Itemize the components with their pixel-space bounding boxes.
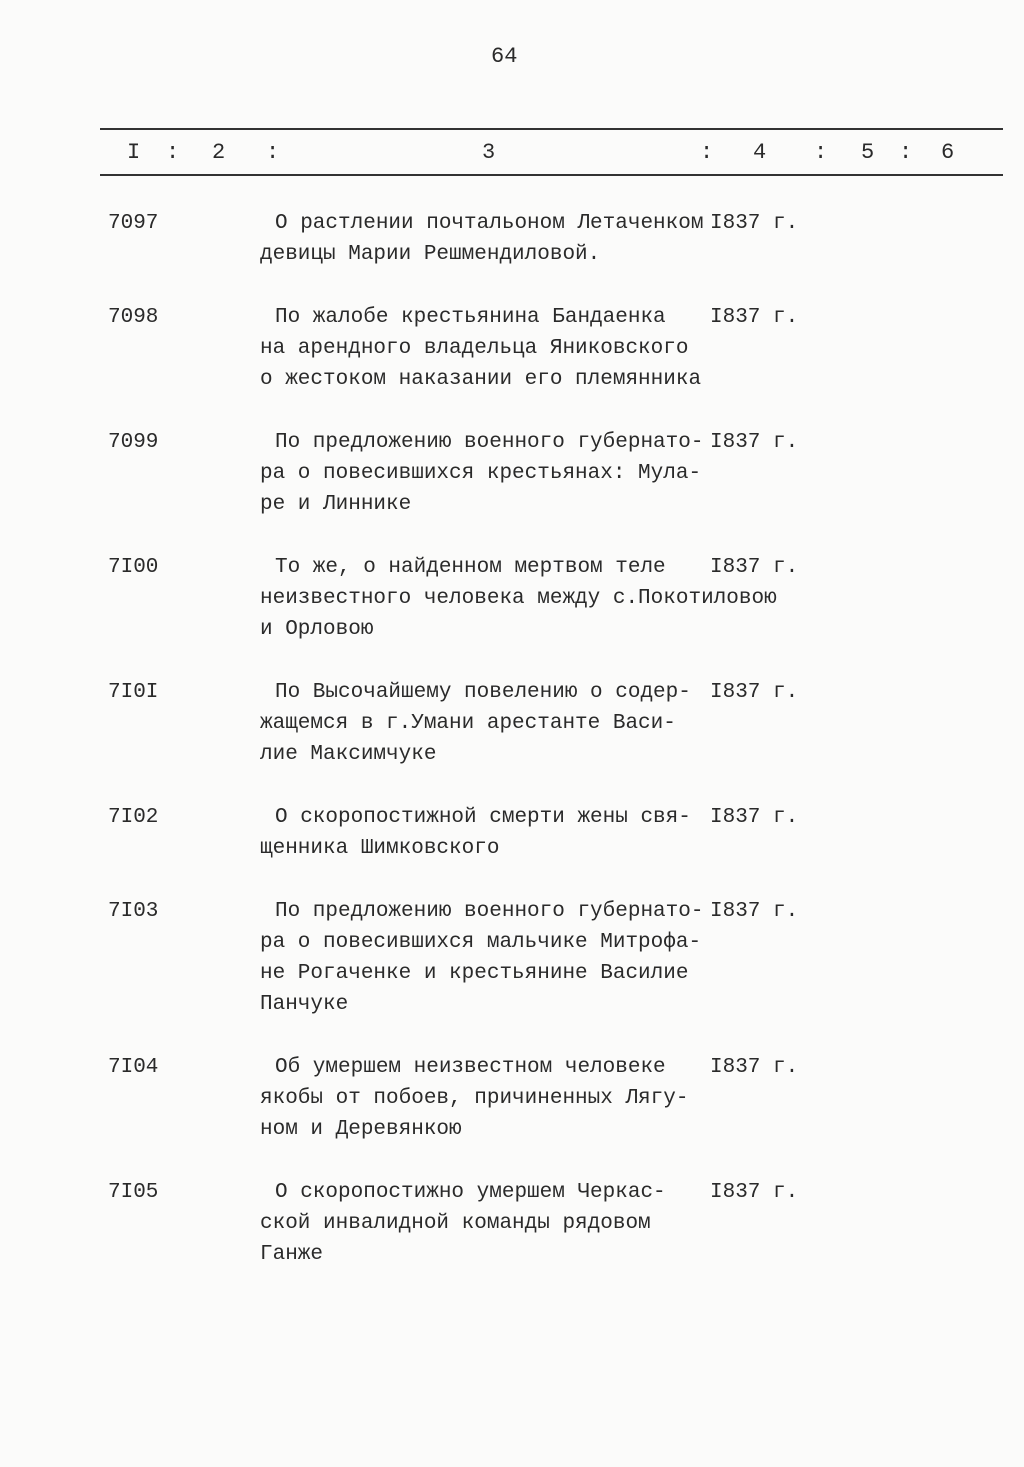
column-separator: : <box>899 140 913 165</box>
description-line: О скоропостижной смерти жены свя- <box>275 806 691 829</box>
description-line: на арендного владельца Яниковского <box>260 337 689 360</box>
description-line: щенника Шимковского <box>260 837 500 860</box>
entry-number: 7I05 <box>108 1181 159 1204</box>
entry-description <box>260 552 1024 645</box>
entry-description <box>260 302 1024 395</box>
inventory-entry <box>0 802 1024 864</box>
column-separator: : <box>814 140 828 165</box>
description-line: лие Максимчуке <box>260 743 437 766</box>
entry-year: I837 г. <box>710 212 799 235</box>
description-line: По предложению военного губернато- <box>275 900 704 923</box>
column-header-2: 2 <box>212 140 226 165</box>
entry-year: I837 г. <box>710 1056 799 1079</box>
description-line: ра о повесившихся крестьянах: Мула- <box>260 462 702 485</box>
column-separator: : <box>700 140 714 165</box>
inventory-entry <box>0 302 1024 395</box>
description-line: ре и Линнике <box>260 493 412 516</box>
inventory-entry <box>0 427 1024 520</box>
description-line: Ганже <box>260 1243 324 1266</box>
entry-year: I837 г. <box>710 306 799 329</box>
description-line: О растлении почтальоном Летаченком <box>275 212 704 235</box>
entry-description <box>260 802 1024 864</box>
column-header-3: 3 <box>482 140 496 165</box>
column-header-6: 6 <box>941 140 955 165</box>
entry-description <box>260 1052 1024 1145</box>
entry-year: I837 г. <box>710 1181 799 1204</box>
entry-number: 7097 <box>108 212 159 235</box>
inventory-entry <box>0 1177 1024 1270</box>
description-line: По Высочайшему повелению о содер- <box>275 681 691 704</box>
column-header-4: 4 <box>753 140 767 165</box>
entry-description <box>260 896 1024 1020</box>
description-line: и Орловою <box>260 618 374 641</box>
description-line: По жалобе крестьянина Бандаенка <box>275 306 666 329</box>
header-bottom-rule <box>100 174 1003 176</box>
description-line: ра о повесившихся мальчике Митрофа- <box>260 931 702 954</box>
entry-number: 7I00 <box>108 556 159 579</box>
entry-number: 7I04 <box>108 1056 159 1079</box>
description-line: о жестоком наказании его племянника <box>260 368 702 391</box>
entry-year: I837 г. <box>710 556 799 579</box>
description-line: Об умершем неизвестном человеке <box>275 1056 666 1079</box>
column-separator: : <box>166 140 180 165</box>
description-line: не Рогаченке и крестьянине Василие <box>260 962 689 985</box>
inventory-entry <box>0 552 1024 645</box>
entry-description <box>260 677 1024 770</box>
description-line: ном и Деревянкою <box>260 1118 462 1141</box>
column-separator: : <box>266 140 280 165</box>
entry-year: I837 г. <box>710 806 799 829</box>
inventory-entry <box>0 677 1024 770</box>
description-line: неизвестного человека между с.Покотиловою <box>260 587 777 610</box>
entry-number: 7I02 <box>108 806 159 829</box>
description-line: девицы Марии Решмендиловой. <box>260 243 601 266</box>
entry-year: I837 г. <box>710 431 799 454</box>
column-header-1: I <box>127 140 141 165</box>
description-line: ской инвалидной команды рядовом <box>260 1212 651 1235</box>
inventory-entry <box>0 896 1024 1020</box>
entry-number: 7I03 <box>108 900 159 923</box>
entry-description <box>260 208 1024 270</box>
description-line: То же, о найденном мертвом теле <box>275 556 666 579</box>
description-line: жащемся в г.Умани арестанте Васи- <box>260 712 676 735</box>
entry-year: I837 г. <box>710 681 799 704</box>
entry-year: I837 г. <box>710 900 799 923</box>
column-header-5: 5 <box>861 140 875 165</box>
inventory-entry <box>0 208 1024 270</box>
description-line: якобы от побоев, причиненных Лягу- <box>260 1087 689 1110</box>
inventory-entries <box>0 208 1024 1302</box>
entry-number: 7099 <box>108 431 159 454</box>
entry-number: 7098 <box>108 306 159 329</box>
entry-description <box>260 1177 1024 1270</box>
inventory-entry <box>0 1052 1024 1145</box>
page-number: 64 <box>491 44 518 69</box>
description-line: Панчуке <box>260 993 349 1016</box>
description-line: По предложению военного губернато- <box>275 431 704 454</box>
entry-description <box>260 427 1024 520</box>
header-top-rule <box>100 128 1003 130</box>
entry-number: 7I0I <box>108 681 159 704</box>
description-line: О скоропостижно умершем Черкас- <box>275 1181 666 1204</box>
